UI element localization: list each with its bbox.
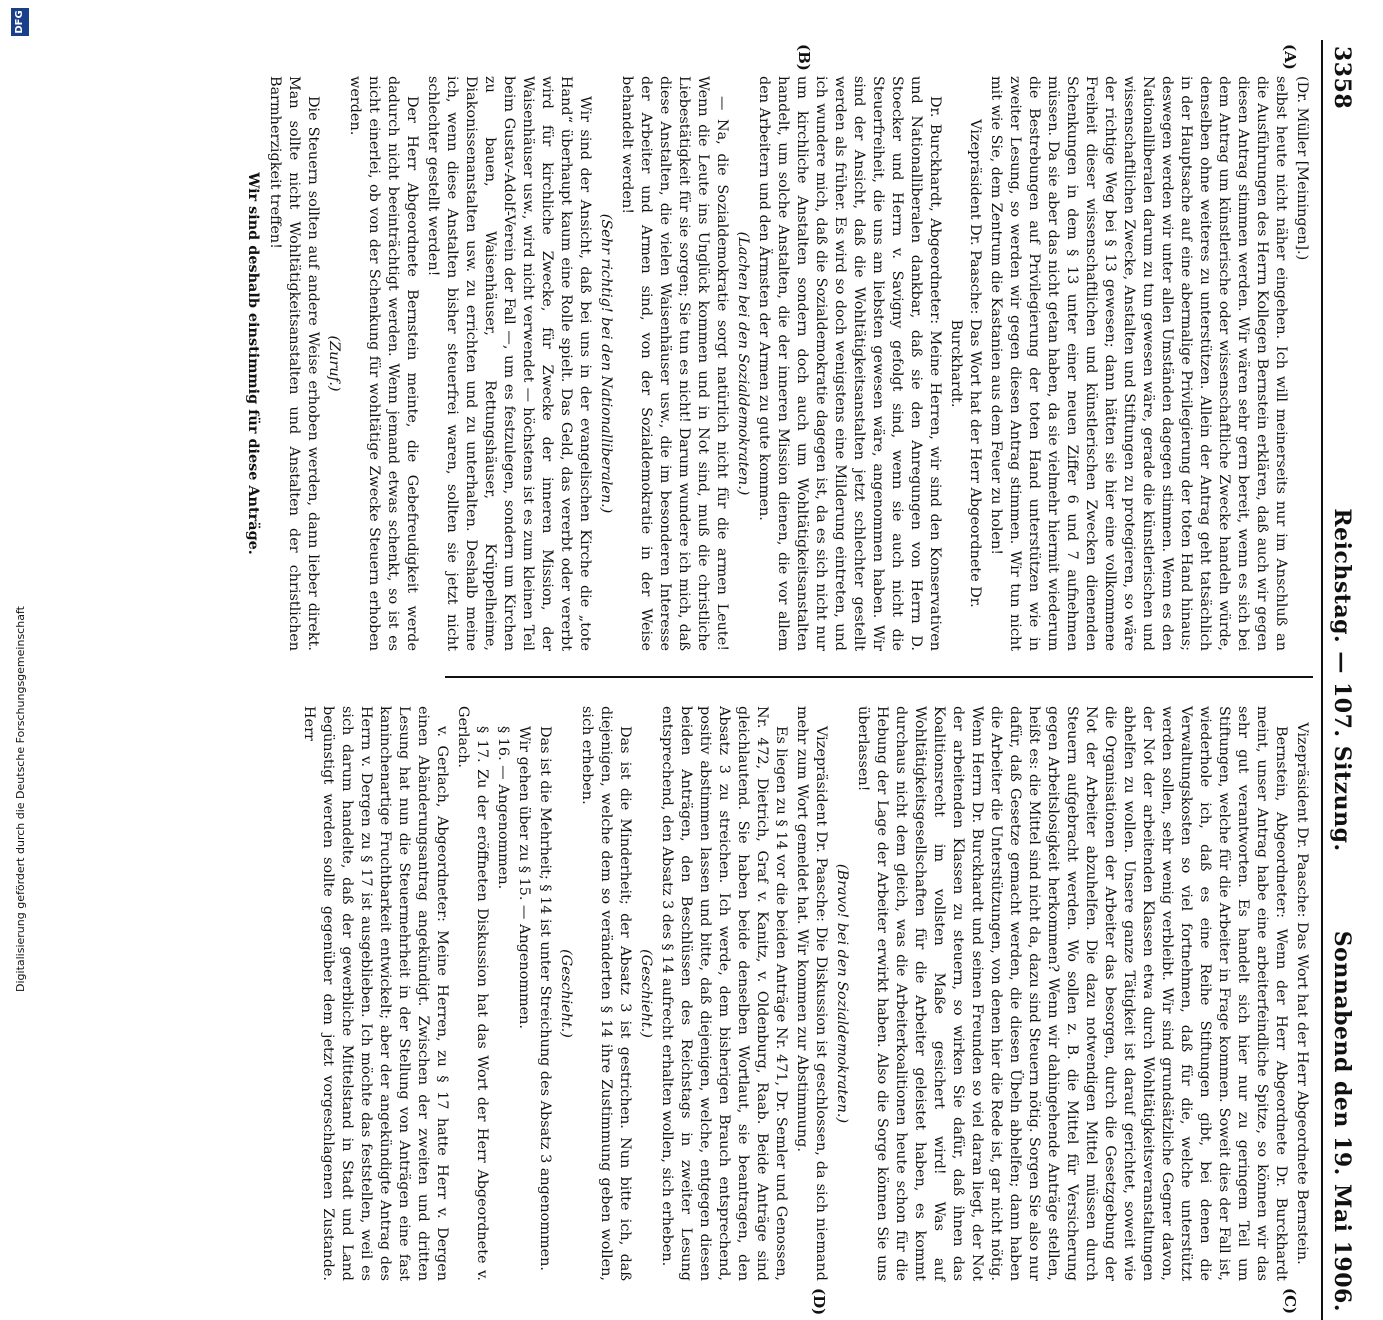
text-paragraph: (Lachen bei den Sozialdemokraten.) bbox=[735, 231, 751, 496]
text-paragraph: § 16. — Angenommen. bbox=[495, 726, 511, 890]
text-paragraph: (Dr. Müller [Meiningen].) bbox=[1294, 76, 1310, 261]
text-paragraph: Das ist die Mehrheit; § 14 ist unter Streichung des Absatz 3 angenommen. bbox=[537, 726, 553, 1271]
left-text-column bbox=[245, 76, 1311, 651]
text-paragraph: Wir sind der Ansicht, daß bei uns in der evangelischen Kirche die „tote Hand“ überhaupt kaum eine Rolle spielt. Das Geld, das vererbt oder vererbt wird für kirchliche Zwecke, für Zwecke der inneren Mission, der Waisenhäuser usw., wird nicht verwendet — höchstens ist es zum kleinen Teil beim Gustav-Adolf-Verein der Fall —, um es festzulegen, sondern um Kirchen zu bauen, Waisenhäuser, Rettungshäuser, Krüppelheime, Diakonissenanstalten usw. zu errichten und zu unterhalten. Deshalb meine ich, wenn diese Anstalten bisher steuerfrei waren, sollten sie jetzt nicht schlechter gestellt werden! bbox=[425, 76, 593, 651]
dfg-logo: DFG bbox=[11, 8, 29, 36]
column-divider bbox=[445, 676, 1313, 678]
text-paragraph: Die Steuern sollten auf andere Weise erhoben werden, dann lieber direkt. Man sollte nicht Wohltätigkeitsanstalten und Anstalten der christlichen Barmherzigkeit treffen! bbox=[267, 76, 321, 651]
text-paragraph: Vizepräsident Dr. Paasche: Das Wort hat der Herr Abgeordnete Dr. Burckhardt. bbox=[948, 119, 983, 608]
header-rule bbox=[1321, 40, 1323, 1320]
session-title: Reichstag. — 107. Sitzung. bbox=[1329, 508, 1355, 852]
text-paragraph: Wir gehen über zu § 15. — Angenommen. bbox=[516, 726, 532, 1029]
margin-marker-c: (C) bbox=[1281, 1288, 1299, 1315]
text-paragraph: Der Herr Abgeordnete Bernstein meinte, die Gebefreudigkeit werde dadurch nicht beeinträchtigt werden. Wenn jemand etwas schenkt, so ist es nicht einerlei, ob von der Schenkung für wohltätige Zwecke Steuern erhoben werden. bbox=[347, 76, 420, 651]
text-paragraph: selbst heute nicht näher eingehen. Ich will meinerseits nur im Anschluß an die Ausführungen des Herrn Kollegen Bernstein erklären, daß auch wir gegen diesen Antrag stimmen werden. Wir wären sehr gern bereit, wenn es sich bei dem Antrag um künstlerische oder wissenschaftliche Zwecke handeln würde, denselben ohne weiteres zu unterstützen. Allein der Antrag geht tatsächlich in der Hauptsache auf eine abermalige Privilegierung der toten Hand hinaus; deswegen werden wir unter allen Umständen dagegen stimmen. Wenn es den Nationalliberalen darum zu tun gewesen wäre, gerade die künstlerischen und wissenschaftlichen Zwecke, Anstalten und Stiftungen zu protegieren, so wäre der richtige Weg bei § 13 gewesen; dann hätten sie hier eine vollkommene Freiheit dieser wissenschaftlichen und künstlerischen Zwecken dienenden Schenkungen in dem § 13 unter einer neuen Ziffer 6 und 7 aufnehmen müssen. Da sie aber das nicht getan haben, da sie vielmehr hiermit wiederum die Bestrebungen auf Privilegierung der toten Hand unterstützen wie in zweiter Lesung, so werden wir gegen diesen Antrag stimmen. Wir tun nicht mit wie Sie, dem Zentrum die Kastanien aus dem Feuer zu holen! bbox=[988, 76, 1289, 651]
text-paragraph: (Bravo! bei den Sozialdemokraten.) bbox=[834, 863, 850, 1124]
text-paragraph: (Zuruf.) bbox=[326, 335, 342, 392]
text-paragraph: Wir sind deshalb einstimmig für diese Anträge. bbox=[245, 172, 262, 555]
margin-marker-b: (B) bbox=[795, 44, 813, 71]
right-text-column bbox=[301, 706, 1311, 1281]
text-paragraph: § 17. Zu der eröffneten Diskussion hat das Wort der Herr Abgeordnete v. Gerlach. bbox=[455, 706, 490, 1281]
text-paragraph: (Geschieht.) bbox=[558, 949, 574, 1038]
text-paragraph: — Na, die Sozialdemokratie sorgt natürlich nicht für die armen Leute! Wenn die Leute ins Unglück kommen und in Not sind, muß die christliche Liebestätigkeit für sie sorgen; Sie tun es nicht! Darum wundere ich mich, daß diese Anstalten, die vielen Waisenhäuser usw., die im besonderen Interesse der Arbeiter und Armen sind, von der Sozialdemokratie in der Weise behandelt werden! bbox=[619, 76, 730, 651]
text-paragraph: (Sehr richtig! bei den Nationalliberalen.) bbox=[598, 213, 614, 514]
text-paragraph: v. Gerlach, Abgeordneter: Meine Herren, zu § 17 hatte Herr v. Dergen einen Abänderungsantrag angekündigt. Zwischen der zweiten und dritten Lesung hat nun die Steuermehrheit in der Stellung von Anträgen eine fast kaninchenartige Fruchtbarkeit entwickelt; aber der angekündigte Antrag des Herrn v. Dergen zu § 17 ist ausgeblieben. Ich möchte das feststellen, weil es sich darum handelte, daß der gewerbliche Mittelstand in Stadt und Land begünstigt werden sollte gegenüber dem jetzt vorgeschlagenen Zustande. Herr bbox=[301, 706, 450, 1281]
session-date: Sonnabend den 19. Mai 1906. bbox=[1329, 930, 1355, 1312]
text-paragraph: Vizepräsident Dr. Paasche: Das Wort hat der Herr Abgeordnete Bernstein. bbox=[1294, 722, 1310, 1265]
margin-marker-a: (A) bbox=[1281, 44, 1299, 70]
digitization-footer bbox=[8, 0, 34, 1000]
text-paragraph: Das ist die Minderheit; der Absatz 3 ist gestrichen. Nun bitte ich, daß diejenigen, welche dem so veränderten § 14 ihre Zustimmung geben wollen, sich erheben. bbox=[579, 706, 633, 1281]
text-paragraph: Dr. Burckhardt, Abgeordneter: Meine Herren, wir sind den Konservativen und Nationalliberalen dankbar, daß sie den Anregungen von Herrn D. Stoecker und Herrn v. Savigny gefolgt sind, wenn sie auch nicht die Steuerfreiheit, die uns am liebsten gewesen wäre, angenommen haben. Wir sind der Ansicht, daß die Wohltätigkeitsanstalten jetzt schlechter gestellt werden als früher. Es wird so doch wenigstens eine Milderung eintreten, und ich wundere mich, daß die Sozialdemokratie dagegen ist, da es sich nicht nur um kirchliche Anstalten sondern doch auch um Wohltätigkeitsanstalten handelt, um solche Anstalten, die der inneren Mission dienen, die vor allem den Arbeitern und den Ärmsten der Armen zu gute kommen. bbox=[756, 76, 943, 651]
funding-note: Digitalisierung gefördert durch die Deutsche Forschungsgemeinschaft bbox=[14, 606, 27, 992]
text-paragraph: Es liegen zu § 14 vor die beiden Anträge Nr. 471, Dr. Semler und Genossen, Nr. 472, Dietrich, Graf v. Kanitz, v. Oldenburg, Raab. Beide Anträge sind gleichlautend. Sie haben beide denselben Wortlaut, sie beantragen, den Absatz 3 zu streichen. Ich werde, dem bisherigen Brauch entsprechend, positiv abstimmen lassen und bitte, daß diejenigen, welche, entgegen diesen beiden Anträgen, den Beschlüssen des Reichstags in zweiter Lesung entsprechend, den Absatz 3 des § 14 aufrecht erhalten wollen, sich erheben. bbox=[659, 706, 789, 1281]
page-header bbox=[1325, 40, 1361, 1320]
page-number: 3358 bbox=[1329, 46, 1355, 110]
margin-marker-d: (D) bbox=[810, 1288, 828, 1316]
text-paragraph: Vizepräsident Dr. Paasche: Die Diskussion ist geschlossen, da sich niemand mehr zum Wort gemeldet hat. Wir kommen zur Abstimmung. bbox=[794, 706, 829, 1281]
text-paragraph: Bernstein, Abgeordneter: Wenn der Herr Abgeordnete Dr. Burckhardt meint, unser Antrag habe eine arbeiterfeindliche Spitze, so können wir das sehr gut verantworten. Es handelt sich hier nur zu geringem Teil um Stiftungen, welche für die Arbeiter in Frage kommen. Soweit dies der Fall ist, wiederhole ich, daß es eine Reihe Stiftungen gibt, bei denen die Verwaltungskosten so viel fortnehmen, daß für die, welche unterstützt werden sollen, sehr wenig verbleibt. Wir sind grundsätzliche Gegner davon, der Not der arbeitenden Klassen etwa durch Wohltätigkeitsveranstaltungen abhelfen zu wollen. Unsere ganze Tätigkeit ist darauf gerichtet, soweit wie die Organisationen der Arbeiter das besorgen, durch die Gesetzgebung der Not der Arbeiter abzuhelfen. Die dazu notwendigen Mittel müssen durch Steuern aufgebracht werden. Wo sollen z. B. die Mittel für Versicherung gegen Arbeitslosigkeit herkommen? Wenn wir dahingehende Anträge stellen, heißt es: die Mittel sind nicht da, dazu sind Steuern nötig. Sorgen Sie also nur dafür, daß Gesetze gemacht werden, die diesen Übeln abhelfen; dann haben die Arbeiter die Unterstützungen, von denen hier die Rede ist, gar nicht nötig. Wenn Herrn Dr. Burckhardt und seinen Freunden so viel daran liegt, der Not der arbeitenden Klassen zu steuern, so wirken Sie dafür, daß ihnen das Koalitionsrecht im vollsten Maße gesichert wird! Was auf Wohltätigkeitsgesellschaften für die Arbeiter geleistet haben, es kommt durchaus nicht dem gleich, was die Arbeiterkoalitionen heute schon für die Hebung der Lage der Arbeiter erwirkt haben. Also die Sorge können Sie uns überlassen! bbox=[855, 706, 1289, 1281]
text-paragraph: (Geschieht.) bbox=[638, 949, 654, 1038]
